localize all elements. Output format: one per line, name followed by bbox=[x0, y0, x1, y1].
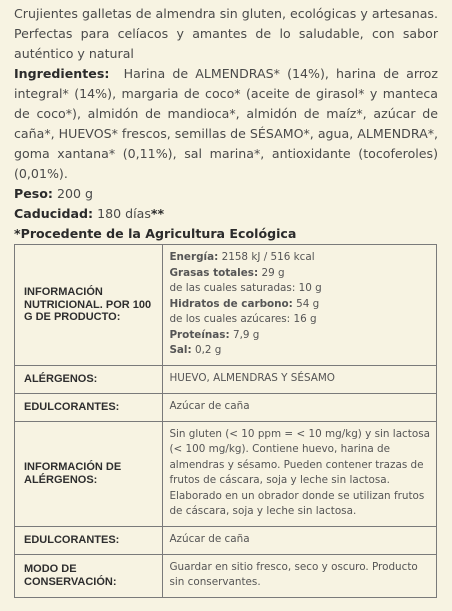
nutrition-line-value: de los cuales azúcares: 16 g bbox=[169, 313, 317, 325]
allergens-heading: ALÉRGENOS: bbox=[15, 365, 163, 393]
allergen-info-line: Sin gluten (< 10 ppm = < 10 mg/kg) y sin lactosa bbox=[169, 427, 430, 440]
nutrition-line-value: 0,2 g bbox=[194, 344, 222, 356]
nutrition-line bbox=[169, 343, 430, 359]
table-row bbox=[15, 245, 437, 366]
nutrition-line bbox=[169, 297, 430, 313]
allergens-value: HUEVO, ALMENDRAS Y SÉSAMO bbox=[163, 365, 437, 393]
sweeteners-heading-2: EDULCORANTES: bbox=[15, 526, 163, 554]
weight-line bbox=[14, 184, 438, 204]
nutrition-heading: INFORMACIÓN NUTRICIONAL. POR 100 G DE PRODUCTO: bbox=[15, 245, 163, 366]
nutrition-line-label: Hidratos de carbono: bbox=[169, 297, 293, 310]
ingredients-label: Ingredientes: bbox=[14, 66, 110, 81]
nutrition-line-value: 54 g bbox=[296, 297, 320, 310]
storage-line: Guardar en sitio fresco, seco y oscuro. Producto bbox=[169, 560, 418, 573]
storage-heading: MODO DE CONSERVACIÓN: bbox=[15, 554, 163, 597]
nutrition-line bbox=[169, 250, 430, 266]
expiry-line bbox=[14, 204, 438, 224]
nutrition-line-label: Proteínas: bbox=[169, 328, 230, 341]
nutrition-line-label: Sal: bbox=[169, 344, 192, 356]
nutrition-values bbox=[163, 245, 437, 366]
table-row bbox=[15, 421, 437, 526]
product-intro: Crujientes galletas de almendra sin gluten, ecológicas y artesanas. Perfectas para celíacos y amantes de lo saludable, con sabor auténtico y natural bbox=[14, 6, 438, 61]
weight-label: Peso: bbox=[14, 186, 53, 201]
nutrition-line bbox=[169, 266, 430, 282]
product-description bbox=[14, 4, 438, 244]
table-row bbox=[15, 554, 437, 597]
sweeteners-heading: EDULCORANTES: bbox=[15, 393, 163, 421]
nutrition-line-label: Energía: bbox=[169, 251, 219, 263]
ingredients-paragraph bbox=[14, 64, 438, 184]
table-row bbox=[15, 365, 437, 393]
allergen-info-line: de cáscara, soja y leche sin lactosa. bbox=[169, 505, 357, 517]
ingredients-text: Harina de ALMENDRAS* (14%), harina de arroz integral* (14%), margaria de coco* (aceite de girasol* y manteca de coco*), almidón de mandioca*, almidón de maíz*, azúcar de caña*, HUEVOS* frescos, semillas de SÉSAMO*, agua, ALMENDRA*, goma xantana* (0,11%), sal marina*, antioxidante (tocoferoles)(0,01%). bbox=[14, 66, 438, 181]
nutrition-line-value: 7,9 g bbox=[232, 328, 260, 341]
allergen-info-line: Elaborado en un obrador donde se utilizan frutos bbox=[169, 489, 425, 502]
weight-value: 200 g bbox=[56, 186, 94, 201]
nutrition-line-value: 29 g bbox=[261, 266, 285, 279]
allergen-info-line: almendras y sésamo. Pueden contener trazas de bbox=[169, 458, 424, 471]
origin-note: *Procedente de la Agricultura Ecológica bbox=[14, 226, 297, 241]
nutrition-line bbox=[169, 312, 430, 328]
nutrition-line-value: 2158 kJ / 516 kcal bbox=[221, 251, 315, 263]
allergen-info-value bbox=[163, 421, 437, 526]
expiry-mark: ** bbox=[150, 206, 165, 221]
nutrition-line bbox=[169, 328, 430, 344]
expiry-label: Caducidad: bbox=[14, 206, 94, 221]
table-row bbox=[15, 393, 437, 421]
allergen-info-line: (< 100 mg/kg). Contiene huevo, harina de bbox=[169, 443, 390, 455]
storage-value bbox=[163, 554, 437, 597]
table-row bbox=[15, 526, 437, 554]
sweeteners-value-2: Azúcar de caña bbox=[163, 526, 437, 554]
nutrition-line-label: Grasas totales: bbox=[169, 266, 259, 279]
nutrition-table bbox=[14, 244, 437, 598]
allergen-info-heading: INFORMACIÓN DE ALÉRGENOS: bbox=[15, 421, 163, 526]
expiry-value: 180 días bbox=[97, 206, 151, 221]
nutrition-line-value: de las cuales saturadas: 10 g bbox=[169, 282, 322, 294]
allergen-info-line: frutos de cáscara, soja y leche sin lactosa. bbox=[169, 474, 390, 486]
storage-line: sin conservantes. bbox=[169, 576, 261, 588]
sweeteners-value: Azúcar de caña bbox=[163, 393, 437, 421]
nutrition-line bbox=[169, 281, 430, 297]
